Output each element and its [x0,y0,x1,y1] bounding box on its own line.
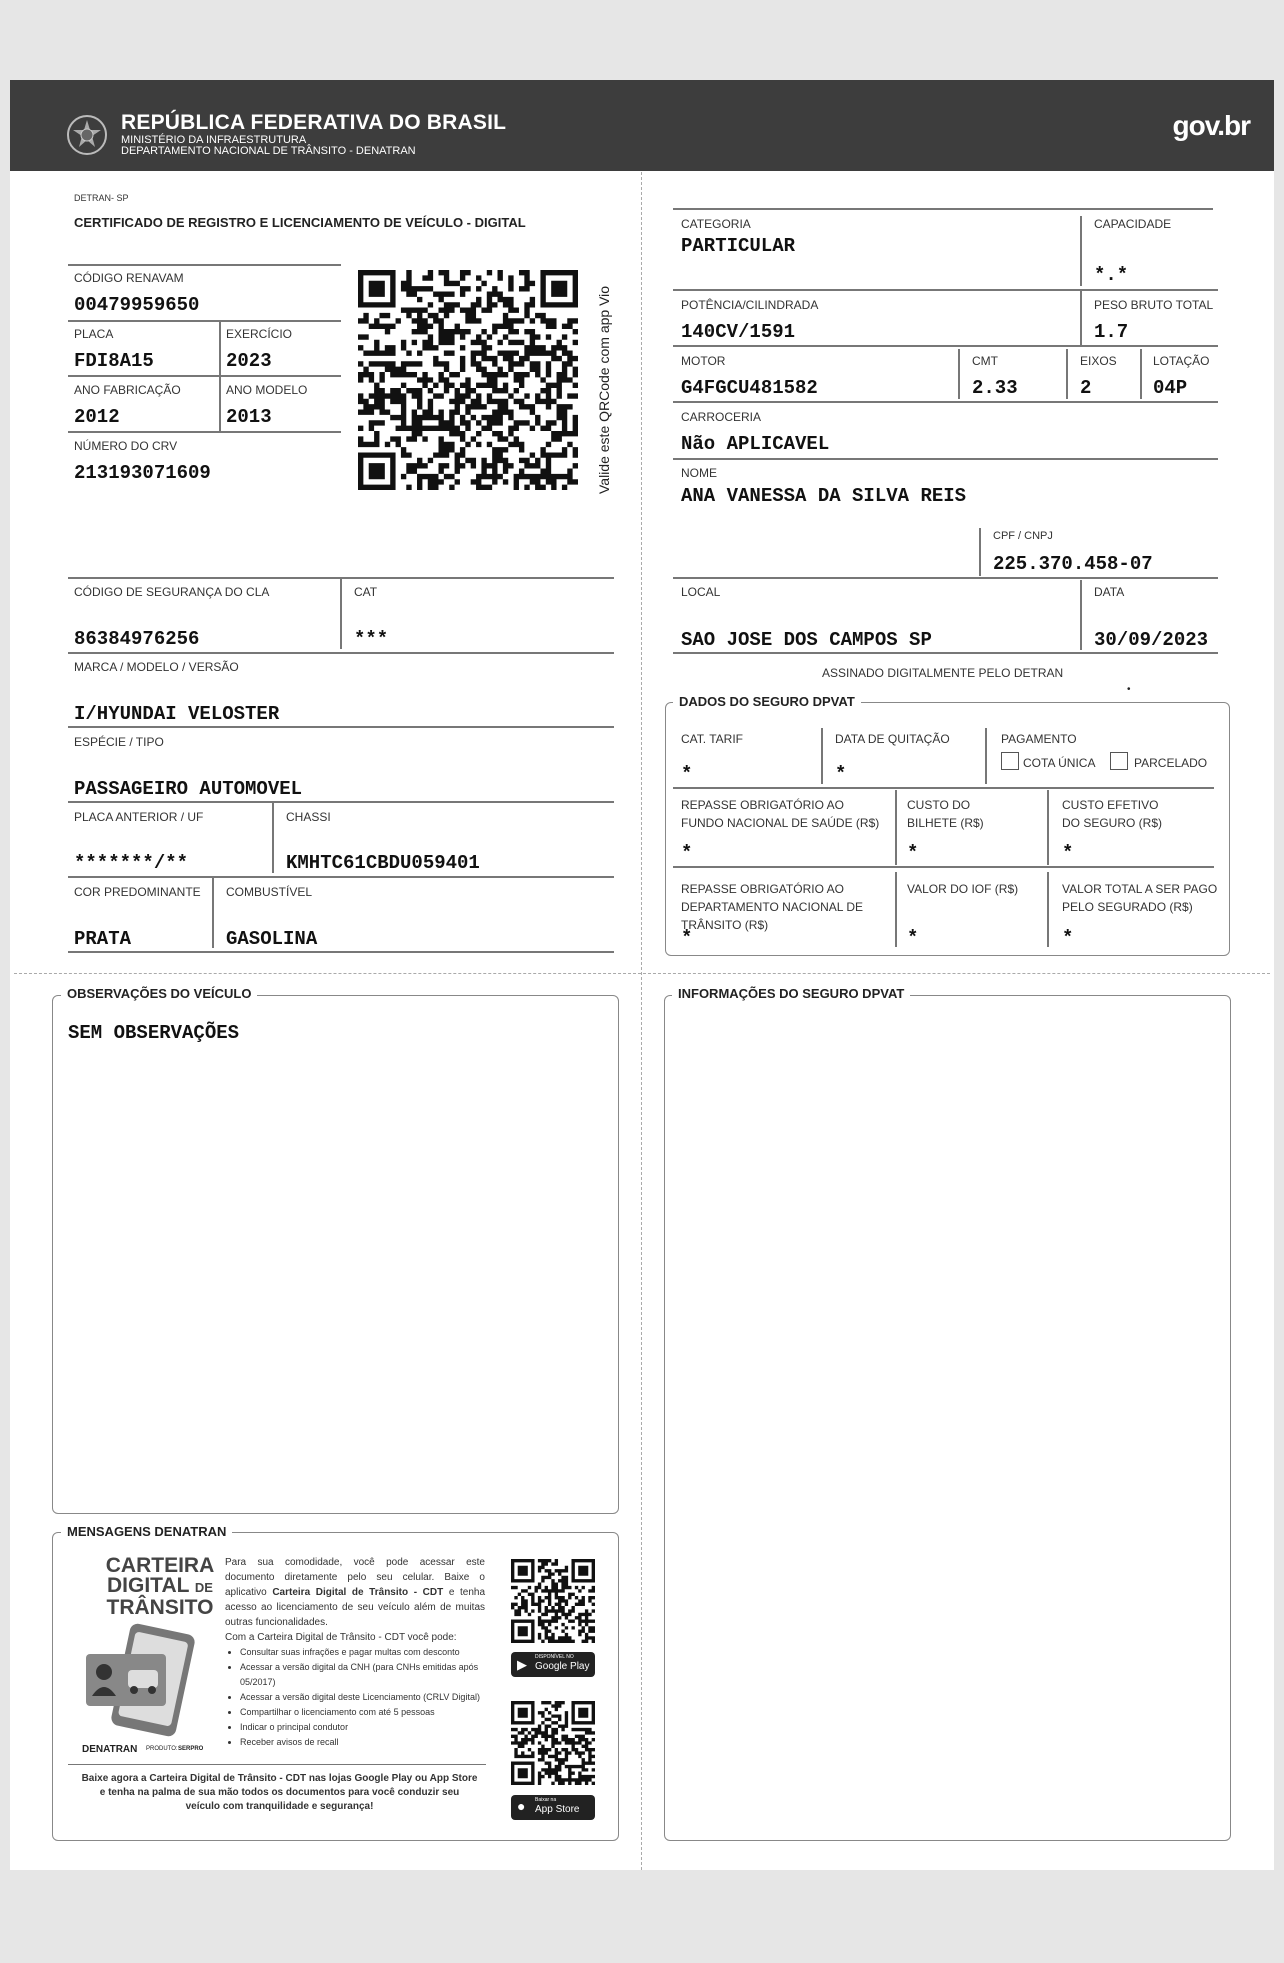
cmt-label: CMT [972,354,998,368]
pagamento-label: PAGAMENTO [1001,732,1077,746]
rule [673,866,1214,868]
header-ministry: MINISTÉRIO DA INFRAESTRUTURA [121,134,307,146]
rule [212,876,214,948]
rule [1047,790,1049,865]
rule [68,320,341,322]
cat-tarif-value: * [681,763,693,785]
brazil-coat-of-arms-icon [66,114,108,156]
cdt-paragraph-start: Para sua comodidade, você pode acessar este documento diretamente pelo seu celular. Baixe o aplicativo [225,1557,485,1598]
placa-anterior-value: *******/** [74,852,189,874]
nome-value: ANA VANESSA DA SILVA REIS [681,485,967,507]
app-store-label: App Store [535,1804,580,1815]
potencia-label: POTÊNCIA/CILINDRADA [681,298,819,312]
motor-value: G4FGCU481582 [681,377,818,399]
crv-value: 213193071609 [74,462,211,484]
categoria-value: PARTICULAR [681,235,796,257]
cdt-feature-item: • Receber avisos de recall [240,1735,505,1750]
cdt-logo-text [90,1556,230,1618]
renavam-value: 00479959650 [74,294,200,316]
rule [673,208,1213,210]
rule [673,652,1218,654]
data-value: 30/09/2023 [1094,629,1209,651]
placa-label: PLACA [74,327,114,341]
rule [340,577,342,649]
cdt-feature-item: • Compartilhar o licenciamento com até 5 pessoas [240,1705,505,1720]
rule [985,728,987,784]
cdt-feature-item: • Consultar suas infrações e pagar multas com desconto [240,1645,505,1660]
app-store-button[interactable] [511,1795,595,1820]
rule [68,1764,486,1765]
combustivel-value: GASOLINA [226,928,318,950]
vertical-fold-line [641,172,642,1870]
cor-label: COR PREDOMINANTE [74,885,201,899]
rule [673,289,1218,291]
chassi-label: CHASSI [286,810,331,824]
iof-label: VALOR DO IOF (R$) [907,882,1019,896]
bilhete-label-line1: CUSTO DO [907,798,971,812]
denatran-label-line2: DEPARTAMENTO NACIONAL DE [681,900,864,914]
rule [673,787,1214,789]
document-title: CERTIFICADO DE REGISTRO E LICENCIAMENTO DE VEÍCULO - DIGITAL [74,215,526,230]
cdt-footer-line2: e tenha na palma de sua mão todos os documentos para você conduzir seu [99,1787,460,1798]
horizontal-fold-line [14,973,1270,974]
capacidade-value: *.* [1094,264,1129,286]
ano-fabricacao-label: ANO FABRICAÇÃO [74,383,181,397]
cdt-logo-line3: TRÂNSITO [106,1596,214,1619]
observacoes-box [52,995,619,1514]
observacoes-title: OBSERVAÇÕES DO VEÍCULO [61,986,257,1001]
cpf-label: CPF / CNPJ [993,530,1053,542]
header-title: REPÚBLICA FEDERATIVA DO BRASIL [121,111,507,134]
informacoes-dpvat-title: INFORMAÇÕES DO SEGURO DPVAT [672,986,910,1001]
fns-label-line2: FUNDO NACIONAL DE SAÚDE (R$) [681,816,880,830]
nome-label: NOME [681,466,717,480]
local-value: SAO JOSE DOS CAMPOS SP [681,629,932,651]
rule [673,345,1218,347]
iof-value: * [907,927,919,949]
google-play-qr-code[interactable] [511,1559,595,1643]
rule [68,431,341,433]
produto-label: PRODUTO: [146,1746,178,1752]
combustivel-label: COMBUSTÍVEL [226,885,313,899]
phone-illustration-icon [84,1622,204,1737]
rule [68,264,341,266]
placa-anterior-label: PLACA ANTERIOR / UF [74,810,204,824]
cpf-value: 225.370.458-07 [993,553,1153,575]
potencia-value: 140CV/1591 [681,321,796,343]
renavam-label: CÓDIGO RENAVAM [74,271,184,285]
cat-value: *** [354,628,389,650]
app-store-small: Baixar na [535,1797,557,1803]
rule [1140,349,1142,399]
header-department: DEPARTAMENTO NACIONAL DE TRÂNSITO - DENATRAN [121,145,416,157]
rule [821,728,823,784]
cdt-features-list [224,1645,505,1750]
rule [219,375,221,431]
ano-modelo-value: 2013 [226,406,272,428]
cota-unica-label: COTA ÚNICA [1023,756,1096,770]
cdt-feature-item: • Acessar a versão digital deste Licenciamento (CRLV Digital) [240,1690,505,1705]
total-value: * [1062,927,1074,949]
cdt-feature-item: • Acessar a versão digital da CNH (para CNHs emitidas após 05/2017) [240,1660,505,1690]
rule [958,349,960,399]
fns-value: * [681,842,693,864]
exercicio-label: EXERCÍCIO [226,327,293,341]
rule [1047,872,1049,947]
ano-modelo-label: ANO MODELO [226,383,308,397]
rule [895,872,897,947]
bilhete-label-line2: BILHETE (R$) [907,816,984,830]
qr-caption: Valide este QRCode com app Vio [596,285,612,494]
cdt-app-name: Carteira Digital de Trânsito - CDT [272,1587,444,1598]
data-label: DATA [1094,585,1125,599]
especie-label: ESPÉCIE / TIPO [74,735,164,749]
denatran-brand: DENATRAN [82,1744,138,1755]
marca-label: MARCA / MODELO / VERSÃO [74,660,239,674]
cla-label: CÓDIGO DE SEGURANÇA DO CLA [74,585,270,599]
categoria-label: CATEGORIA [681,217,751,231]
cdt-paragraph [225,1555,485,1630]
denatran-value: * [681,927,693,949]
rule [68,726,614,728]
govbr-logo: gov.br [1172,110,1250,141]
ano-fabricacao-value: 2012 [74,406,120,428]
cat-label: CAT [354,585,378,599]
rule [272,801,274,873]
rule [68,652,614,654]
cmt-value: 2.33 [972,377,1018,399]
cdt-intro: Com a Carteira Digital de Trânsito - CDT você pode: [225,1632,457,1643]
cdt-footer-line1: Baixe agora a Carteira Digital de Trânsito - CDT nas lojas Google Play ou App Store [81,1773,478,1784]
rule [673,577,1218,579]
cat-tarif-label: CAT. TARIF [681,732,744,746]
google-play-small: DISPONÍVEL NO [535,1654,574,1660]
google-play-button[interactable] [511,1652,595,1677]
informacoes-dpvat-box [664,995,1231,1841]
lotacao-label: LOTAÇÃO [1153,354,1210,368]
efetivo-label-line2: DO SEGURO (R$) [1062,816,1163,830]
rule [673,401,1218,403]
rule [979,528,981,576]
total-label-line1: VALOR TOTAL A SER PAGO [1062,882,1218,896]
fns-label-line1: REPASSE OBRIGATÓRIO AO [681,798,844,812]
rule [673,458,1218,460]
rule [1080,289,1082,345]
cota-unica-checkbox[interactable] [1001,752,1019,770]
quitacao-label: DATA DE QUITAÇÃO [835,732,950,746]
signed-label: ASSINADO DIGITALMENTE PELO DETRAN [822,666,1064,680]
efetivo-value: * [1062,842,1074,864]
serpro-brand: SERPRO [178,1746,204,1752]
bilhete-value: * [907,842,919,864]
rule [68,951,614,953]
eixos-value: 2 [1080,377,1092,399]
issuer-label: DETRAN- SP [74,193,129,203]
cla-value: 86384976256 [74,628,200,650]
cdt-logo-line1: CARTEIRA [105,1554,215,1577]
cdt-footer-line3: veículo com tranquilidade e segurança! [185,1801,374,1812]
denatran-label-line1: REPASSE OBRIGATÓRIO AO [681,882,844,896]
lotacao-value: 04P [1153,377,1188,399]
marca-value: I/HYUNDAI VELOSTER [74,703,280,725]
google-play-icon: ▶ [517,1657,527,1672]
cdt-logo-digital: DIGITAL [107,1574,190,1597]
especie-value: PASSAGEIRO AUTOMOVEL [74,778,303,800]
rule [895,790,897,865]
total-label-line2: PELO SEGURADO (R$) [1062,900,1193,914]
crv-label: NÚMERO DO CRV [74,439,178,453]
stray-mark: • [1127,684,1131,695]
eixos-label: EIXOS [1080,354,1117,368]
cdt-paragraph-end: e tenha acesso ao licenciamento de seu veículo além de muitas outras funcionalidades. [225,1587,486,1628]
cdt-feature-item: • Indicar o principal condutor [240,1720,505,1735]
parcelado-label: PARCELADO [1134,756,1208,770]
motor-label: MOTOR [681,354,726,368]
google-play-label: Google Play [535,1661,590,1672]
cdt-logo-line2 [90,1576,230,1598]
carroceria-value: Não APLICAVEL [681,433,830,455]
parcelado-checkbox[interactable] [1110,752,1128,770]
qr-code[interactable] [358,270,578,490]
mensagens-title: MENSAGENS DENATRAN [61,1524,232,1539]
rule [68,375,341,377]
header-bar [10,80,1274,171]
local-label: LOCAL [681,585,721,599]
carroceria-label: CARROCERIA [681,410,762,424]
denatran-label-line3: TRÂNSITO (R$) [681,918,769,932]
cdt-logo-de: DE [194,1580,213,1595]
cor-value: PRATA [74,928,132,950]
rule [68,801,614,803]
rule [1080,216,1082,286]
rule [1080,580,1082,650]
apple-icon: ● [517,1798,526,1814]
rule [219,320,221,376]
exercicio-value: 2023 [226,350,272,372]
rule [1066,349,1068,399]
chassi-value: KMHTC61CBDU059401 [286,852,480,874]
placa-value: FDI8A15 [74,350,154,372]
peso-value: 1.7 [1094,321,1129,343]
peso-label: PESO BRUTO TOTAL [1094,298,1214,312]
rule [68,876,614,878]
observacoes-text: SEM OBSERVAÇÕES [68,1022,240,1044]
cdt-footer [62,1772,497,1814]
quitacao-value: * [835,763,847,785]
efetivo-label-line1: CUSTO EFETIVO [1062,798,1159,812]
app-store-qr-code[interactable] [511,1701,595,1785]
capacidade-label: CAPACIDADE [1094,217,1172,231]
dpvat-title: DADOS DO SEGURO DPVAT [673,694,861,709]
